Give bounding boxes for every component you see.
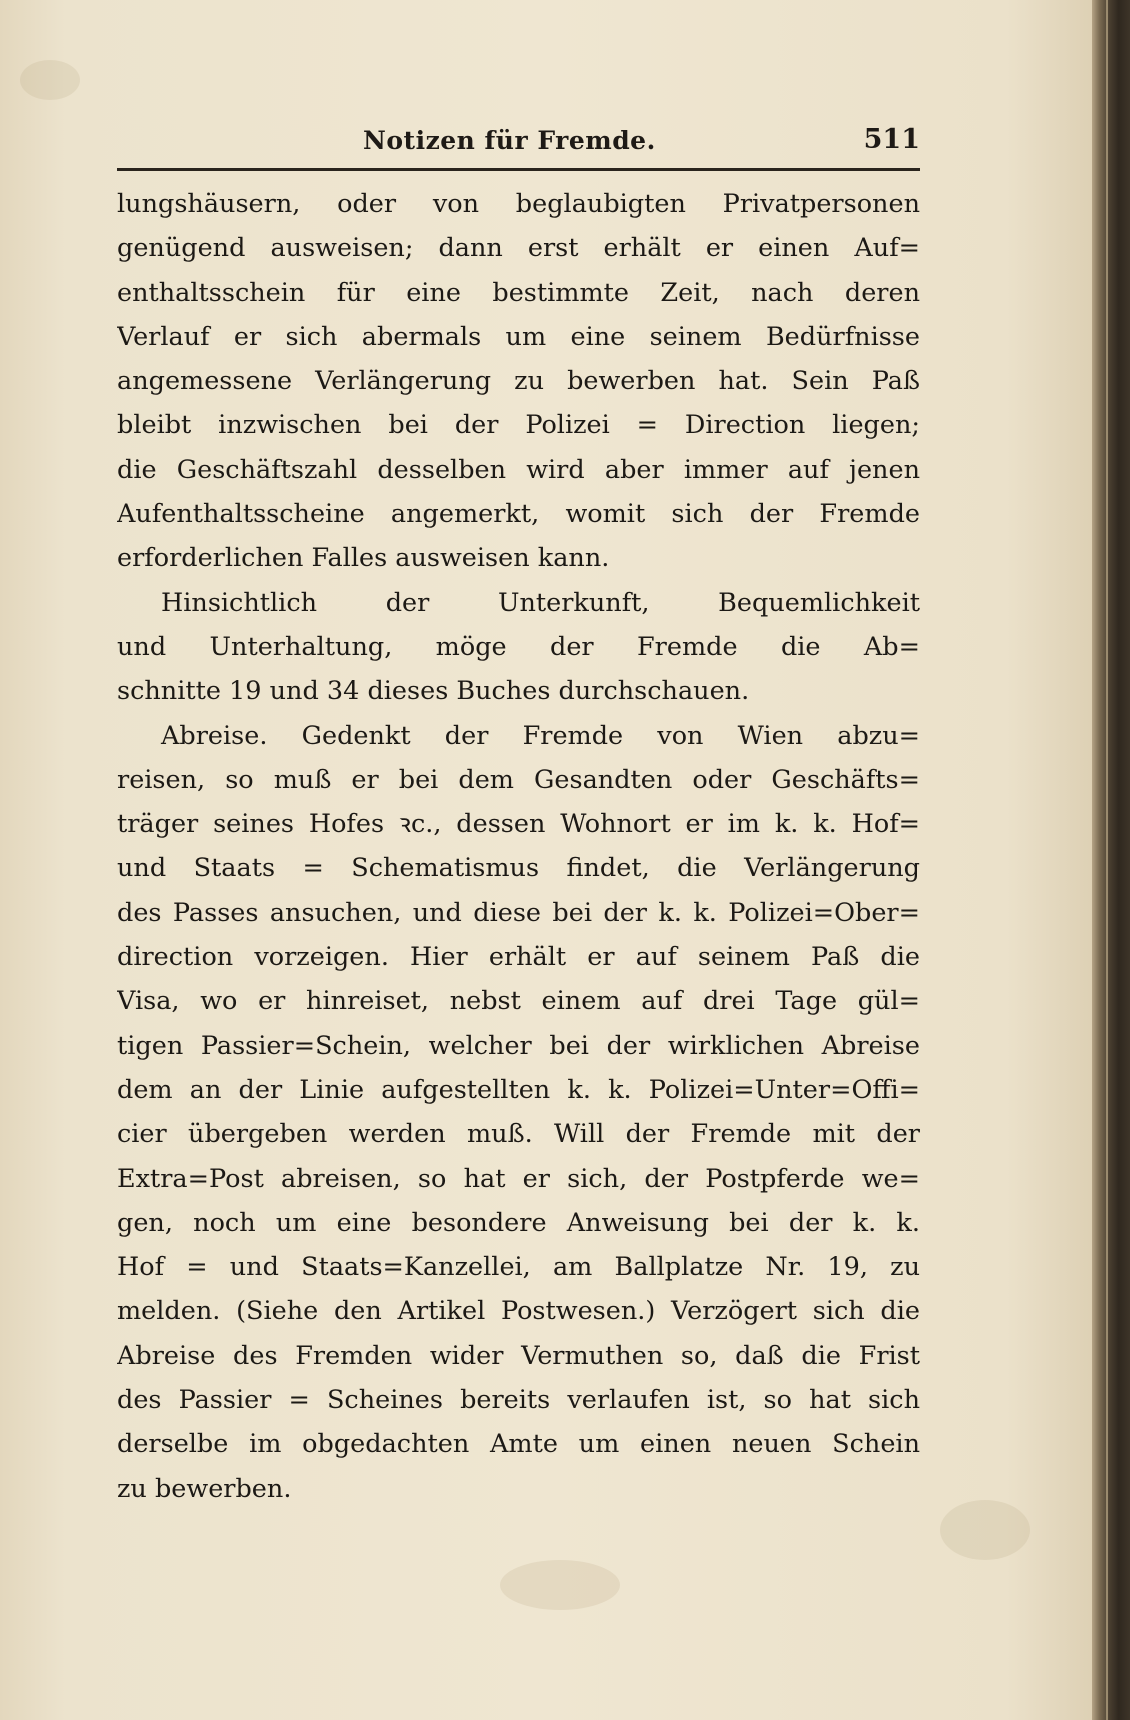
text-line: erforderlichen Falles ausweisen kann.	[117, 543, 610, 574]
text-line: Hof = und Staats=Kanzellei, am Ballplatze Nr. 19, zu	[117, 1252, 920, 1283]
paper-stain	[500, 1560, 620, 1610]
page-number: 511	[863, 124, 920, 155]
text-line: die Geschäftszahl desselben wird aber immer auf jenen	[117, 454, 920, 485]
paper-stain	[20, 60, 80, 100]
text-line: gen, noch um eine besondere Anweisung bei der k. k.	[117, 1207, 920, 1238]
text-line: melden. (Siehe den Artikel Postwesen.) Verzögert sich die	[117, 1296, 920, 1327]
text-line: und Unterhaltung, möge der Fremde die Ab=	[117, 631, 920, 662]
text-line: genügend ausweisen; dann erst erhält er einen Auf=	[117, 233, 920, 264]
book-edge	[1092, 0, 1130, 1720]
page-header	[117, 122, 920, 166]
text-line: cier übergeben werden muß. Will der Fremde mit der	[117, 1119, 920, 1150]
text-line: direction vorzeigen. Hier erhält er auf seinem Paß die	[117, 942, 920, 973]
text-line: des Passes ansuchen, und diese bei der k. k. Polizei=Ober=	[117, 897, 920, 928]
text-line: enthaltsschein für eine bestimmte Zeit, nach deren	[117, 277, 920, 308]
text-line: Aufenthaltsscheine angemerkt, womit sich der Fremde	[117, 499, 920, 530]
text-line: träger seines Hofes ꝛc., dessen Wohnort er im k. k. Hof=	[117, 809, 920, 840]
text-line: bleibt inzwischen bei der Polizei = Direction liegen;	[117, 410, 920, 441]
text-line: schnitte 19 und 34 dieses Buches durchschauen.	[117, 676, 750, 707]
text-line: zu bewerben.	[117, 1473, 292, 1504]
text-line: und Staats = Schematismus findet, die Verlängerung	[117, 853, 920, 884]
text-line: Abreise des Fremden wider Vermuthen so, daß die Frist	[117, 1340, 920, 1371]
running-title: Notizen für Fremde.	[363, 126, 656, 155]
text-line: derselbe im obgedachten Amte um einen neuen Schein	[117, 1429, 920, 1460]
text-line: Extra=Post abreisen, so hat er sich, der Postpferde we=	[117, 1163, 920, 1194]
text-line: tigen Passier=Schein, welcher bei der wirklichen Abreise	[117, 1030, 920, 1061]
body-text	[117, 182, 920, 1511]
text-line: dem an der Linie aufgestellten k. k. Polizei=Unter=Offi=	[117, 1074, 920, 1105]
text-line: lungshäusern, oder von beglaubigten Privatpersonen	[117, 189, 920, 219]
paper-stain	[940, 1500, 1030, 1560]
text-line: Abreise. Gedenkt der Fremde von Wien abzu=	[161, 720, 920, 751]
text-line: angemessene Verlängerung zu bewerben hat. Sein Paß	[117, 366, 920, 397]
text-line: reisen, so muß er bei dem Gesandten oder Geschäfts=	[117, 764, 920, 795]
header-rule	[117, 168, 920, 171]
book-edge-line	[1106, 0, 1108, 1720]
text-line: Visa, wo er hinreiset, nebst einem auf drei Tage gül=	[117, 986, 920, 1017]
text-line: des Passier = Scheines bereits verlaufen ist, so hat sich	[117, 1385, 920, 1416]
text-line: Verlauf er sich abermals um eine seinem Bedürfnisse	[117, 321, 920, 352]
text-line: Hinsichtlich der Unterkunft, Bequemlichkeit	[161, 587, 920, 618]
